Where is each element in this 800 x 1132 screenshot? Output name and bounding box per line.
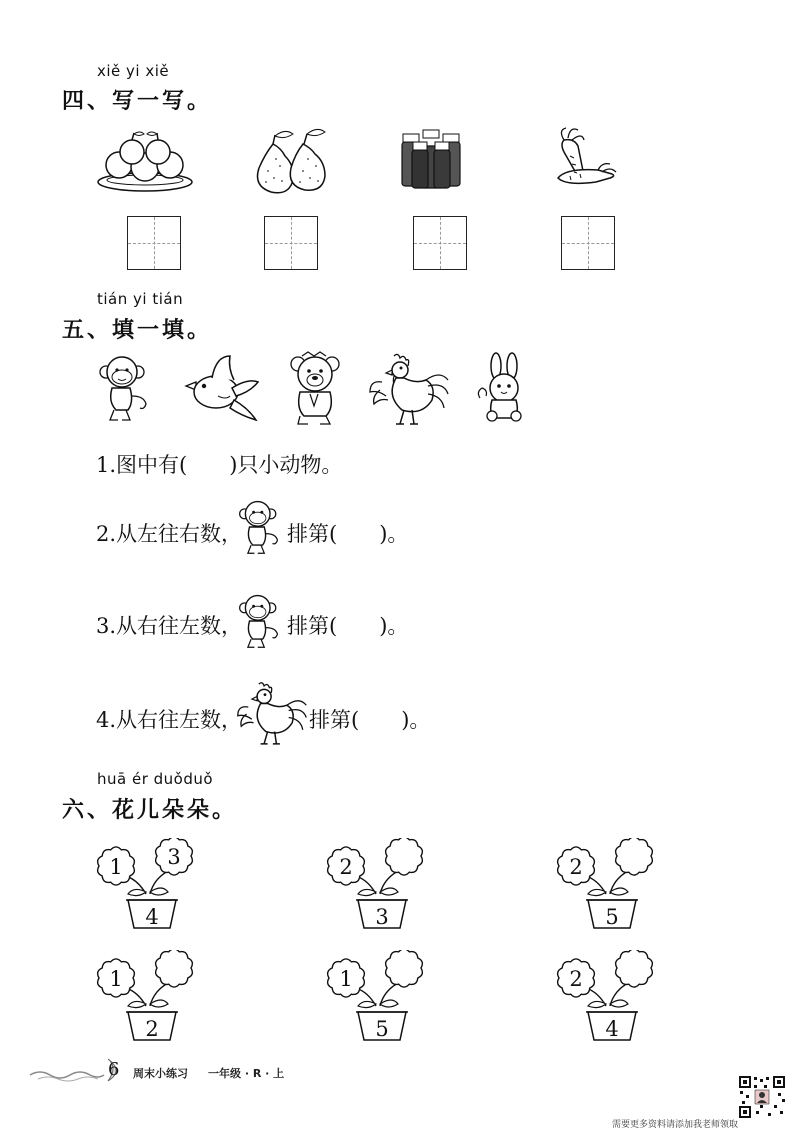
writing-box-1[interactable] — [127, 216, 181, 270]
rooster-icon — [368, 352, 450, 428]
left-number: 1 — [109, 855, 123, 879]
section6-title: 六、花儿朵朵。 — [62, 798, 238, 823]
flower-pot-4 — [92, 950, 204, 1042]
question-4-suffix: 排第( )。 — [309, 708, 431, 732]
flower-pot-3 — [552, 838, 664, 930]
question-2-prefix: 2.从左往右数， — [96, 522, 243, 546]
section4-title: 四、写一写。 — [62, 89, 213, 114]
qr-note: 需要更多资料请添加我老师领取 — [612, 1120, 739, 1130]
rabbit-icon — [474, 352, 534, 424]
question-4-prefix: 4.从右往左数， — [96, 708, 243, 732]
left-number: 2 — [339, 855, 353, 879]
rooster-icon — [236, 680, 308, 748]
bird-icon — [182, 352, 260, 424]
total-number: 2 — [145, 1017, 159, 1041]
left-number: 1 — [109, 967, 123, 991]
jars-icon — [398, 124, 473, 192]
question-1: 1.图中有( )只小动物。 — [96, 453, 343, 477]
section6-pinyin: huā ér duǒduǒ — [97, 770, 214, 788]
question-3-suffix: 排第( )。 — [287, 614, 409, 638]
carrots-icon — [550, 126, 620, 194]
left-number: 2 — [569, 967, 583, 991]
section4-pinyin: xiě yi xiě — [97, 62, 170, 80]
total-number: 5 — [605, 905, 619, 929]
page-number: 6 — [108, 1059, 120, 1080]
pears-icon — [248, 126, 333, 196]
flower-pot-5 — [322, 950, 434, 1042]
section5-pinyin: tián yi tián — [97, 290, 184, 308]
question-3-prefix: 3.从右往左数， — [96, 614, 243, 638]
monkey-icon — [98, 352, 154, 424]
writing-box-2[interactable] — [264, 216, 318, 270]
grade-label: 一年级 · R · 上 — [208, 1067, 285, 1080]
right-flower — [616, 838, 653, 875]
flower-pot-6 — [552, 950, 664, 1042]
bear-icon — [286, 350, 348, 426]
writing-box-3[interactable] — [413, 216, 467, 270]
section5-title: 五、填一填。 — [62, 318, 213, 343]
total-number: 4 — [605, 1017, 619, 1041]
right-flower — [156, 950, 193, 987]
flower-pot-1 — [92, 838, 204, 930]
monkey-icon — [238, 496, 284, 558]
book-title: 周末小练习 — [133, 1067, 188, 1080]
qr-code-icon[interactable] — [738, 1075, 786, 1119]
total-number: 3 — [375, 905, 389, 929]
writing-box-4[interactable] — [561, 216, 615, 270]
total-number: 4 — [145, 905, 159, 929]
flower-pot-2 — [322, 838, 434, 930]
total-number: 5 — [375, 1017, 389, 1041]
left-number: 1 — [339, 967, 353, 991]
monkey-icon — [238, 590, 284, 652]
question-2-suffix: 排第( )。 — [287, 522, 409, 546]
apples-plate-icon — [95, 130, 195, 195]
footer-decoration — [28, 1055, 118, 1085]
right-flower — [386, 950, 423, 987]
right-flower — [616, 950, 653, 987]
right-flower — [386, 838, 423, 875]
left-number: 2 — [569, 855, 583, 879]
right-number: 3 — [167, 845, 181, 869]
